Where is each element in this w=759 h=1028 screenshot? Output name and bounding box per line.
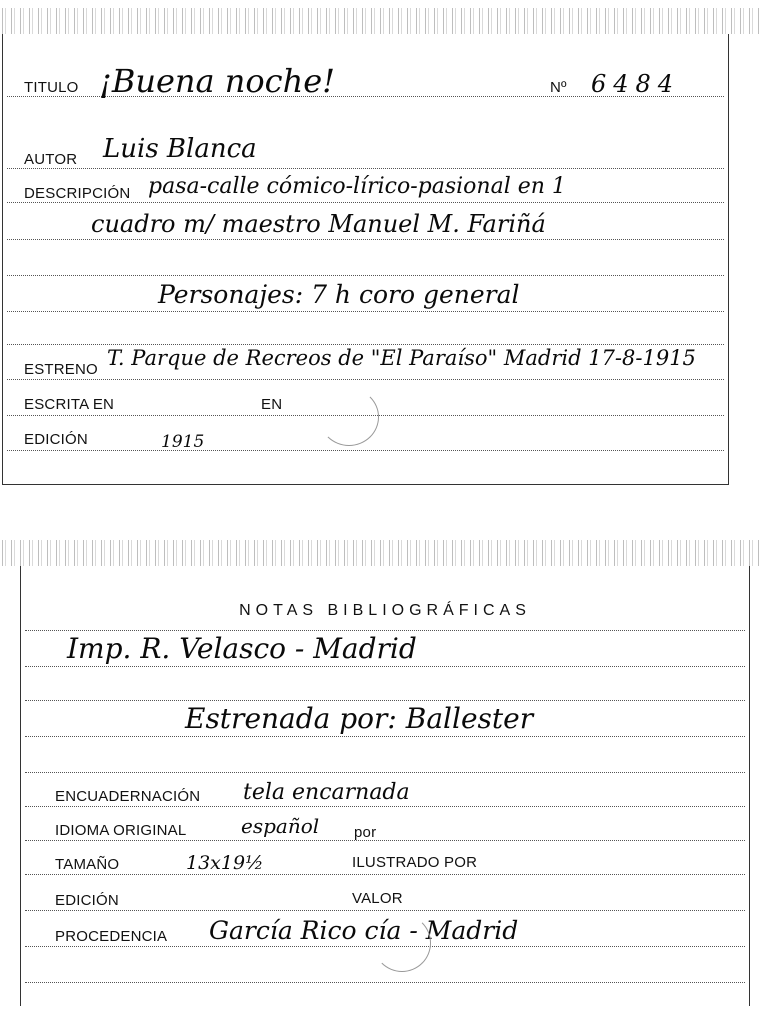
en-label: EN — [261, 396, 283, 413]
ruled-line — [25, 910, 745, 911]
idioma-value: español — [241, 814, 320, 838]
tamano-value: 13x19½ — [186, 852, 264, 874]
personajes-note: Personajes: 7 h coro general — [158, 280, 520, 309]
idioma-label: IDIOMA ORIGINAL — [55, 822, 187, 839]
ruled-line — [25, 700, 745, 701]
catalog-card-notes — [20, 566, 750, 1006]
autor-value: Luis Blanca — [103, 134, 257, 164]
punch-hole-mark — [319, 388, 379, 446]
ruled-line — [7, 344, 724, 345]
ruled-line — [25, 666, 745, 667]
descripcion-label: DESCRIPCIÓN — [24, 185, 131, 202]
numero-label: Nº — [550, 79, 567, 96]
ilustrado-label: ILUSTRADO POR — [352, 854, 478, 871]
encuadernacion-label: ENCUADERNACIÓN — [55, 788, 201, 805]
titulo-value: ¡Buena noche! — [99, 62, 335, 100]
edicion-label: EDICIÓN — [24, 431, 88, 448]
ruled-line — [7, 379, 724, 380]
ruled-line — [25, 630, 745, 631]
scan-noise-middle — [0, 540, 759, 566]
estreno-value: T. Parque de Recreos de "El Paraíso" Madrid 17-8-1915 — [107, 346, 696, 370]
edicion-label: EDICIÓN — [55, 892, 119, 909]
ruled-line — [25, 982, 745, 983]
nota-imprenta: Imp. R. Velasco - Madrid — [67, 632, 417, 665]
punch-hole-mark — [373, 914, 431, 972]
ruled-line — [25, 874, 745, 875]
encuadernacion-value: tela encarnada — [243, 780, 410, 805]
descripcion-line2: cuadro m/ maestro Manuel M. Fariñá — [91, 210, 546, 238]
escrita-label: ESCRITA EN — [24, 396, 115, 413]
procedencia-label: PROCEDENCIA — [55, 928, 168, 945]
notas-heading: NOTAS BIBLIOGRÁFICAS — [239, 602, 531, 619]
ruled-line — [7, 275, 724, 276]
por-label: por — [354, 824, 377, 841]
catalog-card-title — [2, 34, 729, 485]
nota-estrenada: Estrenada por: Ballester — [185, 702, 534, 735]
ruled-line — [25, 806, 745, 807]
scan-noise-top — [0, 8, 759, 34]
procedencia-value: García Rico cía - Madrid — [209, 916, 519, 945]
descripcion-line1: pasa-calle cómico-lírico-pasional en 1 — [148, 174, 566, 199]
ruled-line — [7, 311, 724, 312]
ruled-line — [25, 772, 745, 773]
valor-label: VALOR — [352, 890, 403, 907]
tamano-label: TAMAÑO — [55, 856, 120, 873]
ruled-line — [25, 840, 745, 841]
ruled-line — [7, 202, 724, 203]
titulo-label: TITULO — [24, 79, 79, 96]
numero-value: 6484 — [591, 70, 681, 98]
estreno-label: ESTRENO — [24, 361, 98, 378]
autor-label: AUTOR — [24, 151, 78, 168]
edicion-value: 1915 — [161, 432, 205, 452]
ruled-line — [7, 450, 724, 451]
ruled-line — [7, 239, 724, 240]
ruled-line — [25, 736, 745, 737]
ruled-line — [7, 168, 724, 169]
